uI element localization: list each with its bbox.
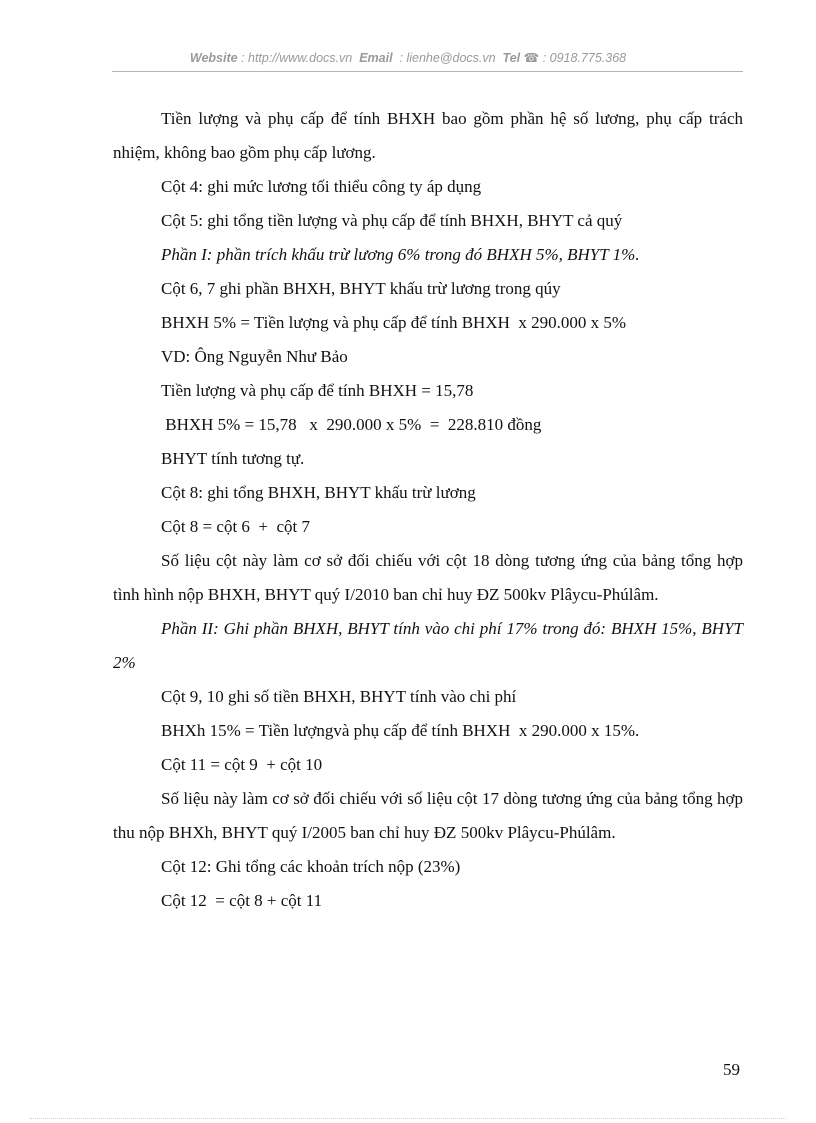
- section-heading-part-2: Phần II: Ghi phần BHXH, BHYT tính vào chi phí 17% trong đó: BHXH 15%, BHYT 2%: [113, 619, 743, 672]
- formula-line: BHXh 15% = Tiền lượngvà phụ cấp để tính BHXH x 290.000 x 15%.: [161, 721, 640, 740]
- paragraph: BHYT tính tương tự.: [161, 449, 305, 468]
- paragraph: Số liệu cột này làm cơ sở đối chiếu với cột 18 dòng tương ứng của bảng tổng hợp tình hình nộp BHXH, BHYT quý I/2010 ban chỉ huy ĐZ 500kv Plâycu-Phúlâm.: [113, 551, 743, 604]
- phone-icon: ☎: [523, 51, 540, 65]
- page-header: [0, 50, 816, 65]
- paragraph: Cột 4: ghi mức lương tối thiểu công ty áp dụng: [161, 177, 482, 196]
- tel-value: : 0918.775.368: [542, 51, 627, 65]
- section-heading-part-1: Phần I: phần trích khấu trừ lương 6% trong đó BHXH 5%, BHYT 1%.: [161, 245, 640, 264]
- formula-line: Cột 8 = cột 6 + cột 7: [161, 517, 311, 536]
- website-value: : http://www.docs.vn: [241, 51, 353, 65]
- formula-line: Cột 12 = cột 8 + cột 11: [161, 891, 323, 910]
- paragraph: Số liệu này làm cơ sở đối chiếu với số liệu cột 17 dòng tương ứng của bảng tổng hợp thu nộp BHXh, BHYT quý I/2005 ban chỉ huy ĐZ 500kv Plâycu-Phúlâm.: [113, 789, 743, 842]
- paragraph: Cột 12: Ghi tổng các khoản trích nộp (23%): [161, 857, 461, 876]
- paragraph: Cột 9, 10 ghi số tiền BHXH, BHYT tính vào chi phí: [161, 687, 517, 706]
- email-label: Email: [359, 51, 393, 65]
- formula-line: Cột 11 = cột 9 + cột 10: [161, 755, 323, 774]
- paragraph: Tiền lượng và phụ cấp để tính BHXH = 15,78: [161, 381, 474, 400]
- document-body: [113, 102, 743, 918]
- page-number: 59: [723, 1060, 740, 1079]
- paragraph: VD: Ông Nguyễn Như Bảo: [161, 347, 348, 366]
- email-value: : lienhe@docs.vn: [399, 51, 496, 65]
- header-divider: [112, 71, 743, 72]
- paragraph: Cột 6, 7 ghi phần BHXH, BHYT khấu trừ lương trong qúy: [161, 279, 561, 298]
- paragraph: Cột 8: ghi tổng BHXH, BHYT khấu trừ lương: [161, 483, 476, 502]
- formula-line: BHXH 5% = Tiền lượng và phụ cấp để tính BHXH x 290.000 x 5%: [161, 313, 627, 332]
- website-label: Website: [189, 51, 238, 65]
- paragraph: Tiền lượng và phụ cấp để tính BHXH bao gồm phần hệ số lương, phụ cấp trách nhiệm, không bao gồm phụ cấp lương.: [113, 109, 743, 162]
- formula-line: BHXH 5% = 15,78 x 290.000 x 5% = 228.810 đồng: [161, 415, 542, 434]
- tel-label: Tel: [502, 51, 521, 65]
- footer-divider: [30, 1118, 786, 1119]
- paragraph: Cột 5: ghi tổng tiền lượng và phụ cấp để tính BHXH, BHYT cả quý: [161, 211, 623, 230]
